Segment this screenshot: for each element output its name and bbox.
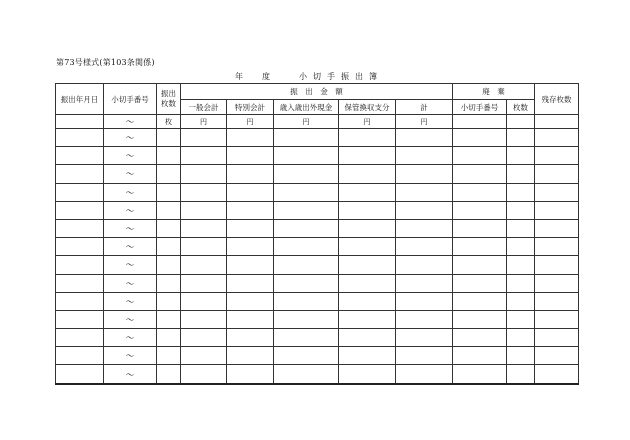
cell-special [227,310,274,328]
cell-check-number [104,129,157,147]
cell-void-check-number [453,219,507,237]
cell-date [56,310,104,328]
cell-void-count [507,238,535,256]
cell-check-number [104,292,157,310]
cell-custody [339,329,396,347]
cell-special [227,365,274,384]
cell-void-check-number [453,292,507,310]
cell-total [396,183,453,201]
header-general: 一般会計 [181,100,227,115]
cell-issue-count [157,165,181,183]
unit-yen-total: 円 [396,115,453,129]
table-row [56,129,579,147]
cell-custody [339,310,396,328]
check-issuance-ledger [55,83,579,385]
cell-remaining [535,347,579,365]
cell-check-number [104,329,157,347]
cell-total [396,219,453,237]
cell-revenue-cash [274,129,339,147]
cell-custody [339,274,396,292]
cell-special [227,147,274,165]
header-custody: 保管換収支分 [339,100,396,115]
cell-special [227,347,274,365]
unit-yen-revenue-cash: 円 [274,115,339,129]
table-row [56,201,579,219]
cell-revenue-cash [274,183,339,201]
header-date: 振出年月日 [56,84,104,115]
cell-date [56,238,104,256]
cell-issue-count [157,219,181,237]
cell-check-number [104,201,157,219]
header-revenue-cash: 歳入歳出外現金 [274,100,339,115]
cell-issue-count [157,238,181,256]
cell-void-check-number [453,329,507,347]
range-symbol: ～ [125,225,135,236]
header-total: 計 [396,100,453,115]
title-fiscal-label: 度 [262,72,270,81]
cell-void-check-number [453,310,507,328]
cell-total [396,292,453,310]
cell-total [396,347,453,365]
cell-general [181,129,227,147]
cell-general [181,165,227,183]
cell-custody [339,219,396,237]
cell-special [227,329,274,347]
table-row [56,256,579,274]
unit-cell-date [56,115,104,129]
table-row [56,365,579,384]
unit-cell-range [104,115,157,129]
cell-void-count [507,147,535,165]
header-issue-count-text: 振出枚数 [161,89,176,108]
unit-yen-custody: 円 [339,115,396,129]
cell-revenue-cash [274,365,339,384]
cell-custody [339,183,396,201]
cell-revenue-cash [274,347,339,365]
title-name: 小切手振出簿 [299,72,383,81]
cell-custody [339,347,396,365]
cell-general [181,365,227,384]
unit-cell-remaining [535,115,579,129]
cell-special [227,238,274,256]
cell-total [396,201,453,219]
cell-remaining [535,274,579,292]
cell-general [181,274,227,292]
cell-custody [339,201,396,219]
cell-remaining [535,310,579,328]
cell-general [181,201,227,219]
cell-revenue-cash [274,329,339,347]
cell-issue-count [157,256,181,274]
cell-general [181,347,227,365]
cell-check-number [104,310,157,328]
range-symbol: ～ [125,315,135,326]
cell-issue-count [157,201,181,219]
unit-yen-general: 円 [181,115,227,129]
table-row [56,310,579,328]
header-special: 特別会計 [227,100,274,115]
cell-void-check-number [453,347,507,365]
cell-issue-count [157,129,181,147]
range-symbol: ～ [125,352,135,363]
cell-void-count [507,347,535,365]
cell-date [56,347,104,365]
cell-total [396,310,453,328]
header-amount-group: 振 出 金 額 [181,84,453,100]
ledger-title [0,71,630,83]
cell-total [396,238,453,256]
cell-revenue-cash [274,256,339,274]
cell-remaining [535,165,579,183]
header-void-count: 枚数 [507,100,535,115]
cell-revenue-cash [274,238,339,256]
unit-yen-special: 円 [227,115,274,129]
cell-remaining [535,329,579,347]
cell-custody [339,147,396,165]
cell-custody [339,129,396,147]
cell-check-number [104,256,157,274]
unit-cell-void-count [507,115,535,129]
cell-issue-count [157,183,181,201]
cell-issue-count [157,347,181,365]
table-row [56,292,579,310]
cell-void-count [507,129,535,147]
range-symbol: ～ [125,118,135,128]
cell-issue-count [157,329,181,347]
cell-total [396,274,453,292]
cell-custody [339,292,396,310]
cell-remaining [535,183,579,201]
cell-special [227,219,274,237]
unit-cell-void-number [453,115,507,129]
cell-void-check-number [453,238,507,256]
cell-void-count [507,310,535,328]
cell-special [227,292,274,310]
cell-check-number [104,238,157,256]
range-symbol: ～ [125,279,135,290]
cell-void-check-number [453,256,507,274]
cell-check-number [104,219,157,237]
cell-special [227,201,274,219]
cell-custody [339,238,396,256]
table-row [56,183,579,201]
cell-custody [339,256,396,274]
cell-void-check-number [453,165,507,183]
cell-total [396,365,453,384]
cell-void-count [507,201,535,219]
range-symbol: ～ [125,370,135,381]
cell-revenue-cash [274,219,339,237]
cell-void-check-number [453,201,507,219]
cell-void-check-number [453,129,507,147]
cell-date [56,165,104,183]
header-void-check-number: 小切手番号 [453,100,507,115]
cell-general [181,329,227,347]
cell-total [396,129,453,147]
cell-general [181,256,227,274]
cell-date [56,183,104,201]
table-row [56,219,579,237]
table-row [56,347,579,365]
cell-check-number [104,165,157,183]
cell-void-count [507,165,535,183]
cell-date [56,147,104,165]
cell-general [181,292,227,310]
cell-void-count [507,329,535,347]
cell-remaining [535,219,579,237]
cell-general [181,183,227,201]
range-symbol: ～ [125,243,135,254]
header-issue-count [157,84,181,115]
range-symbol: ～ [125,188,135,199]
range-symbol: ～ [125,206,135,217]
range-symbol: ～ [125,261,135,272]
cell-void-count [507,274,535,292]
table-row [56,274,579,292]
cell-issue-count [157,310,181,328]
cell-void-check-number [453,147,507,165]
cell-revenue-cash [274,165,339,183]
title-year-label: 年 [235,72,243,81]
cell-check-number [104,147,157,165]
cell-general [181,147,227,165]
cell-revenue-cash [274,274,339,292]
cell-general [181,310,227,328]
form-id: 第73号様式(第103条関係) [56,58,155,67]
cell-issue-count [157,147,181,165]
range-symbol: ～ [125,334,135,345]
cell-remaining [535,129,579,147]
header-void-group: 廃 棄 [453,84,535,100]
cell-void-check-number [453,365,507,384]
cell-check-number [104,183,157,201]
cell-custody [339,165,396,183]
cell-remaining [535,292,579,310]
cell-revenue-cash [274,310,339,328]
cell-general [181,238,227,256]
cell-void-count [507,365,535,384]
table-row [56,165,579,183]
cell-remaining [535,201,579,219]
cell-total [396,147,453,165]
cell-void-check-number [453,274,507,292]
cell-date [56,201,104,219]
cell-remaining [535,238,579,256]
unit-row [56,115,579,129]
cell-void-check-number [453,183,507,201]
cell-void-count [507,219,535,237]
cell-void-count [507,183,535,201]
cell-total [396,256,453,274]
cell-revenue-cash [274,201,339,219]
cell-special [227,256,274,274]
cell-issue-count [157,292,181,310]
cell-special [227,274,274,292]
cell-special [227,165,274,183]
range-symbol: ～ [125,297,135,308]
cell-total [396,329,453,347]
cell-date [56,329,104,347]
cell-total [396,165,453,183]
cell-general [181,219,227,237]
cell-issue-count [157,365,181,384]
range-symbol: ～ [125,152,135,163]
cell-remaining [535,365,579,384]
cell-date [56,365,104,384]
cell-custody [339,365,396,384]
cell-revenue-cash [274,292,339,310]
cell-check-number [104,365,157,384]
range-symbol: ～ [125,170,135,181]
cell-check-number [104,274,157,292]
cell-special [227,129,274,147]
cell-remaining [535,256,579,274]
range-symbol: ～ [125,134,135,145]
cell-date [56,256,104,274]
unit-count: 枚 [157,115,181,129]
cell-void-count [507,292,535,310]
cell-revenue-cash [274,147,339,165]
cell-date [56,274,104,292]
table-row [56,329,579,347]
cell-void-count [507,256,535,274]
cell-issue-count [157,274,181,292]
cell-date [56,219,104,237]
table-row [56,147,579,165]
cell-special [227,183,274,201]
cell-date [56,129,104,147]
header-check-number: 小切手番号 [104,84,157,115]
cell-remaining [535,147,579,165]
cell-date [56,292,104,310]
table-row [56,238,579,256]
cell-check-number [104,347,157,365]
header-remaining: 残存枚数 [535,84,579,115]
